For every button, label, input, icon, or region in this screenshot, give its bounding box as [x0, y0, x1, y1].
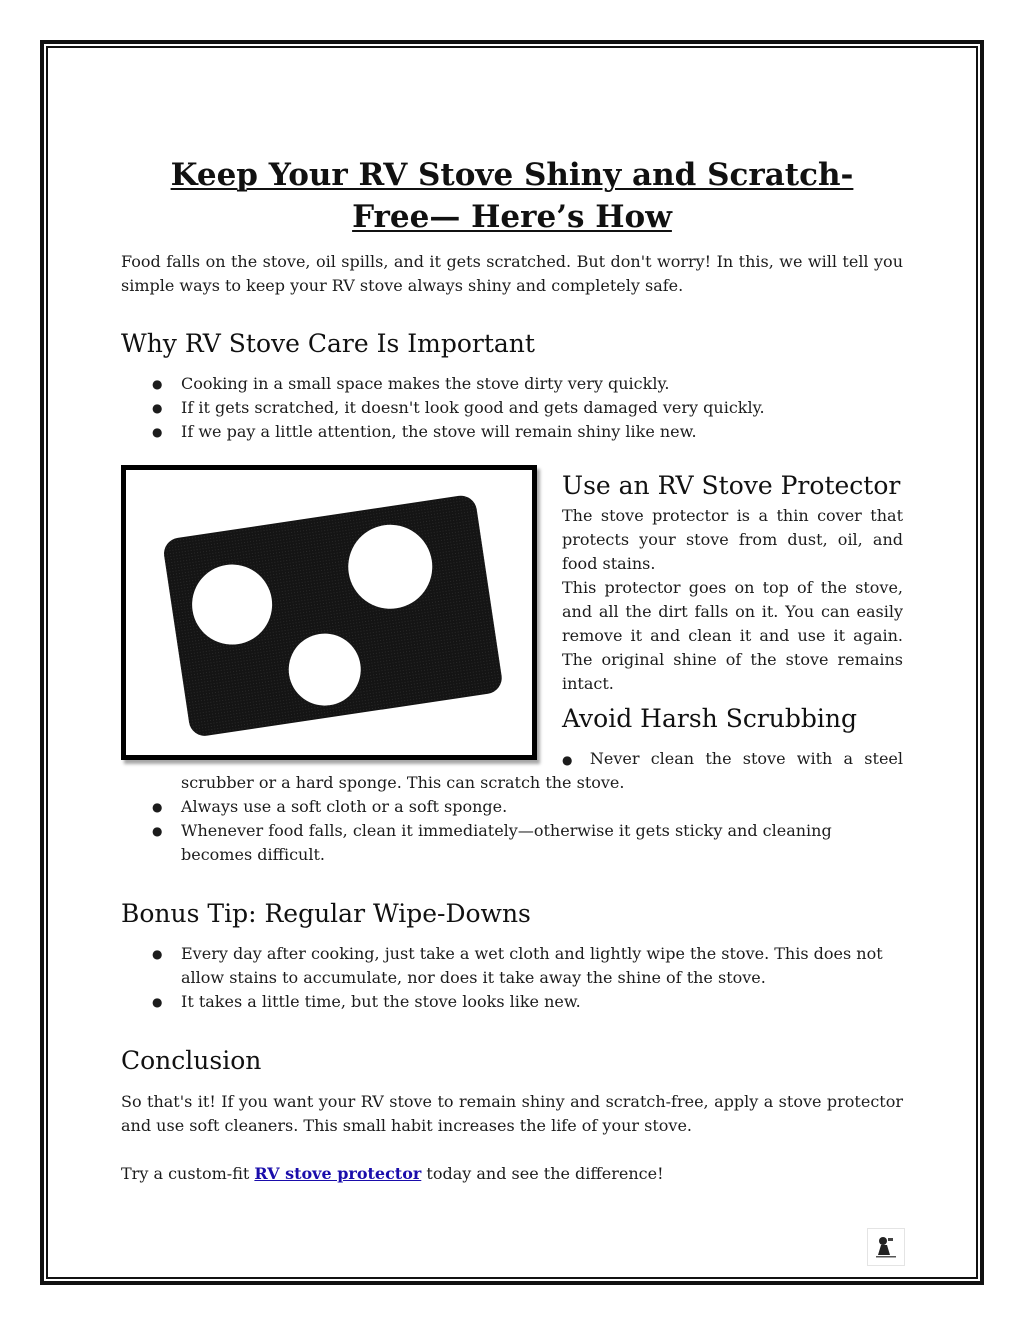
list-item: ● It takes a little time, but the stove looks like new.: [121, 990, 903, 1014]
bullet: ●: [562, 753, 579, 767]
protector-paragraph-2: This protector goes on top of the stove, and all the dirt falls on it. You can easily remove it and clean it and use it again. The original shine of the stove remains intact.: [562, 578, 903, 693]
why-list: [121, 372, 903, 444]
cta-text-after: today and see the difference!: [421, 1164, 664, 1183]
list-item: ● Cooking in a small space makes the stove dirty very quickly.: [121, 372, 903, 396]
list-item: ● Whenever food falls, clean it immediately—otherwise it gets sticky and cleaning becomes difficult.: [121, 819, 903, 867]
page-title: [150, 154, 874, 238]
conclusion-paragraph: So that's it! If you want your RV stove to remain shiny and scratch-free, apply a stove protector and use soft cleaners. This small habit increases the life of your stove.: [121, 1092, 903, 1135]
bonus-heading: Bonus Tip: Regular Wipe-Downs: [121, 899, 531, 928]
cta-text-before: Try a custom-fit: [121, 1164, 255, 1183]
title-line-2: Free— Here’s How: [352, 199, 672, 235]
harsh-item-1-text: Never clean the stove with a steel: [589, 749, 903, 768]
harsh-item-1-end: scrubber or a hard sponge. This can scratch the stove.: [181, 773, 625, 792]
rv-stove-protector-link[interactable]: RV stove protector: [254, 1164, 422, 1183]
harsh-heading: Avoid Harsh Scrubbing: [562, 704, 857, 733]
list-item: ● If it gets scratched, it doesn't look good and gets damaged very quickly.: [121, 396, 903, 420]
bonus-list: [121, 942, 903, 1014]
list-item: ● If we pay a little attention, the stove will remain shiny like new.: [121, 420, 903, 444]
conclusion-heading: Conclusion: [121, 1046, 262, 1075]
title-line-1: Keep Your RV Stove Shiny and Scratch-: [170, 157, 854, 193]
brand-logo-icon: [868, 1229, 904, 1265]
intro-paragraph: Food falls on the stove, oil spills, and it gets scratched. But don't worry! In this, we will tell you simple ways to keep your RV stove always shiny and completely safe.: [121, 252, 903, 295]
harsh-list: [121, 795, 903, 867]
list-item: ● Every day after cooking, just take a wet cloth and lightly wipe the stove. This does not allow stains to accumulate, nor does it take away the shine of the stove.: [121, 942, 903, 990]
why-heading: Why RV Stove Care Is Important: [121, 329, 535, 358]
cta-line: [121, 1162, 903, 1186]
protector-heading: Use an RV Stove Protector: [562, 471, 901, 500]
stove-protector-image: [121, 465, 537, 760]
stove-protector-mat-icon: [126, 470, 532, 755]
harsh-item-1-start: [562, 747, 903, 772]
protector-paragraph-1: The stove protector is a thin cover that protects your stove from dust, oil, and food stains.: [562, 506, 903, 573]
list-item: ● Always use a soft cloth or a soft sponge.: [121, 795, 903, 819]
